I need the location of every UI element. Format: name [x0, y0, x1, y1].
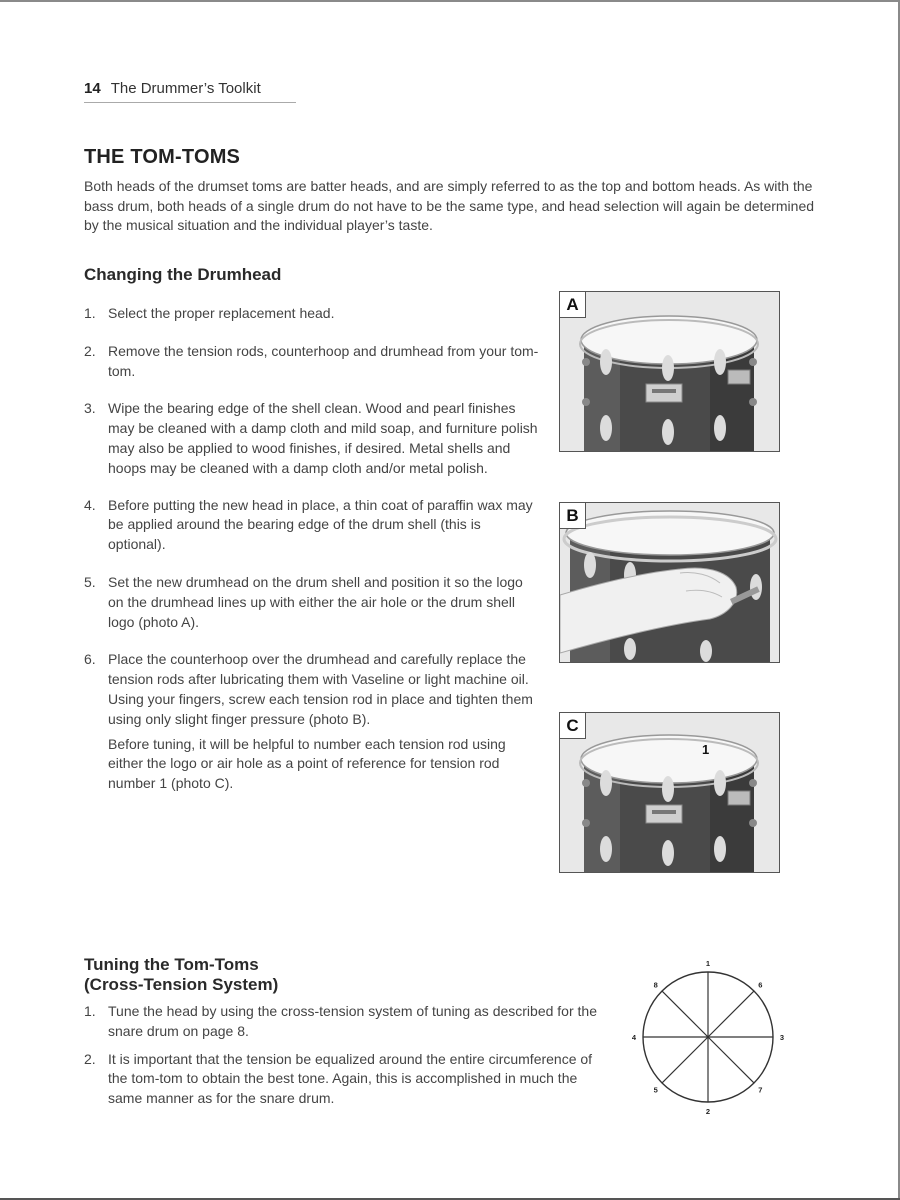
photo-a — [559, 291, 780, 452]
list-item: 6. Place the counterhoop over the drumhead and carefully replace the tension rods after lubricating them with Vaseline or light machine oil. Using your fingers, screw each tension rod in place and tighten them using only slight finger pressure (photo B). Before tuning, it will be helpful to number each tension rod using either the logo or air hole as a point of reference for tension rod number 1 (photo C). — [84, 650, 539, 794]
section-title: THE TOM-TOMS — [84, 146, 241, 168]
diagram-spoke-7 — [708, 1037, 754, 1083]
page-frame-top — [0, 0, 900, 2]
photo-b — [559, 502, 780, 663]
photo-label: C — [560, 713, 586, 739]
list-item: 4. Before putting the new head in place, a thin coat of paraffin wax may be applied around the bearing edge of the drum shell (this is optional). — [84, 496, 533, 553]
changing-heading: Changing the Drumhead — [84, 265, 282, 284]
list-item: 2. It is important that the tension be equalized around the entire circumference of the tom-tom to obtain the best tone. Again, this is accomplished in much the same manner as for the snare drum. — [84, 1050, 593, 1107]
diagram-label-6: 6 — [758, 980, 763, 990]
running-head-rule — [84, 102, 296, 103]
running-title: The Drummer’s Toolkit — [110, 80, 261, 97]
tuning-prep-note: Before tuning, it will be helpful to number each tension rod using either the logo or air hole as a point of reference for tension rod number 1 (photo C). — [108, 735, 506, 792]
diagram-label-5: 5 — [653, 1085, 658, 1095]
diagram-label-3: 3 — [779, 1033, 784, 1042]
tuning-steps — [84, 1002, 609, 1109]
intro-paragraph: Both heads of the drumset toms are batter heads, and are simply referred to as the top and bottom heads. As with the bass drum, both heads of a single drum do not have to be the same type, and head selection will again be determined by the musical situation and the individual player’s taste. — [84, 178, 815, 234]
list-item: 3. Wipe the bearing edge of the shell clean. Wood and pearl finishes may be cleaned with a damp cloth and mild soap, and furniture polish may also be applied to wood finishes, if desired. Metal shells and hoops may be cleaned with a damp cloth and/or metal polish. — [84, 400, 538, 476]
diagram-spoke-6 — [708, 991, 754, 1037]
diagram-spoke-8 — [662, 991, 708, 1037]
tom-tom-numbered-photo-image — [560, 713, 779, 872]
tom-tom-hand-photo-image — [560, 503, 779, 662]
tension-rod-number-label: 1 — [702, 742, 710, 757]
cross-tension-diagram — [632, 958, 784, 1116]
running-head — [84, 80, 261, 97]
list-item: 5. Set the new drumhead on the drum shell and position it so the logo on the drumhead lines up with either the air hole or the drum shell logo (photo A). — [84, 573, 523, 630]
tuning-heading-line2: (Cross-Tension System) — [84, 975, 279, 994]
photo-label: A — [560, 292, 586, 318]
photo-c — [559, 712, 780, 873]
list-item: 2. Remove the tension rods, counterhoop and drumhead from your tom-tom. — [84, 342, 539, 379]
diagram-label-8: 8 — [653, 980, 658, 990]
tom-tom-photo-image — [560, 292, 779, 451]
list-item: 1. Tune the head by using the cross-tension system of tuning as described for the snare drum on page 8. — [84, 1003, 597, 1039]
page-number: 14 — [84, 80, 101, 97]
tuning-heading-line1: Tuning the Tom-Toms — [84, 955, 259, 974]
diagram-spoke-5 — [662, 1037, 708, 1083]
list-item: 1. Select the proper replacement head. — [84, 305, 335, 321]
photo-label: B — [560, 503, 586, 529]
diagram-label-4: 4 — [632, 1033, 637, 1042]
changing-steps — [84, 304, 539, 794]
diagram-label-2: 2 — [705, 1107, 711, 1116]
diagram-label-1: 1 — [705, 959, 711, 968]
diagram-label-7: 7 — [758, 1085, 763, 1095]
tuning-heading — [84, 955, 278, 995]
